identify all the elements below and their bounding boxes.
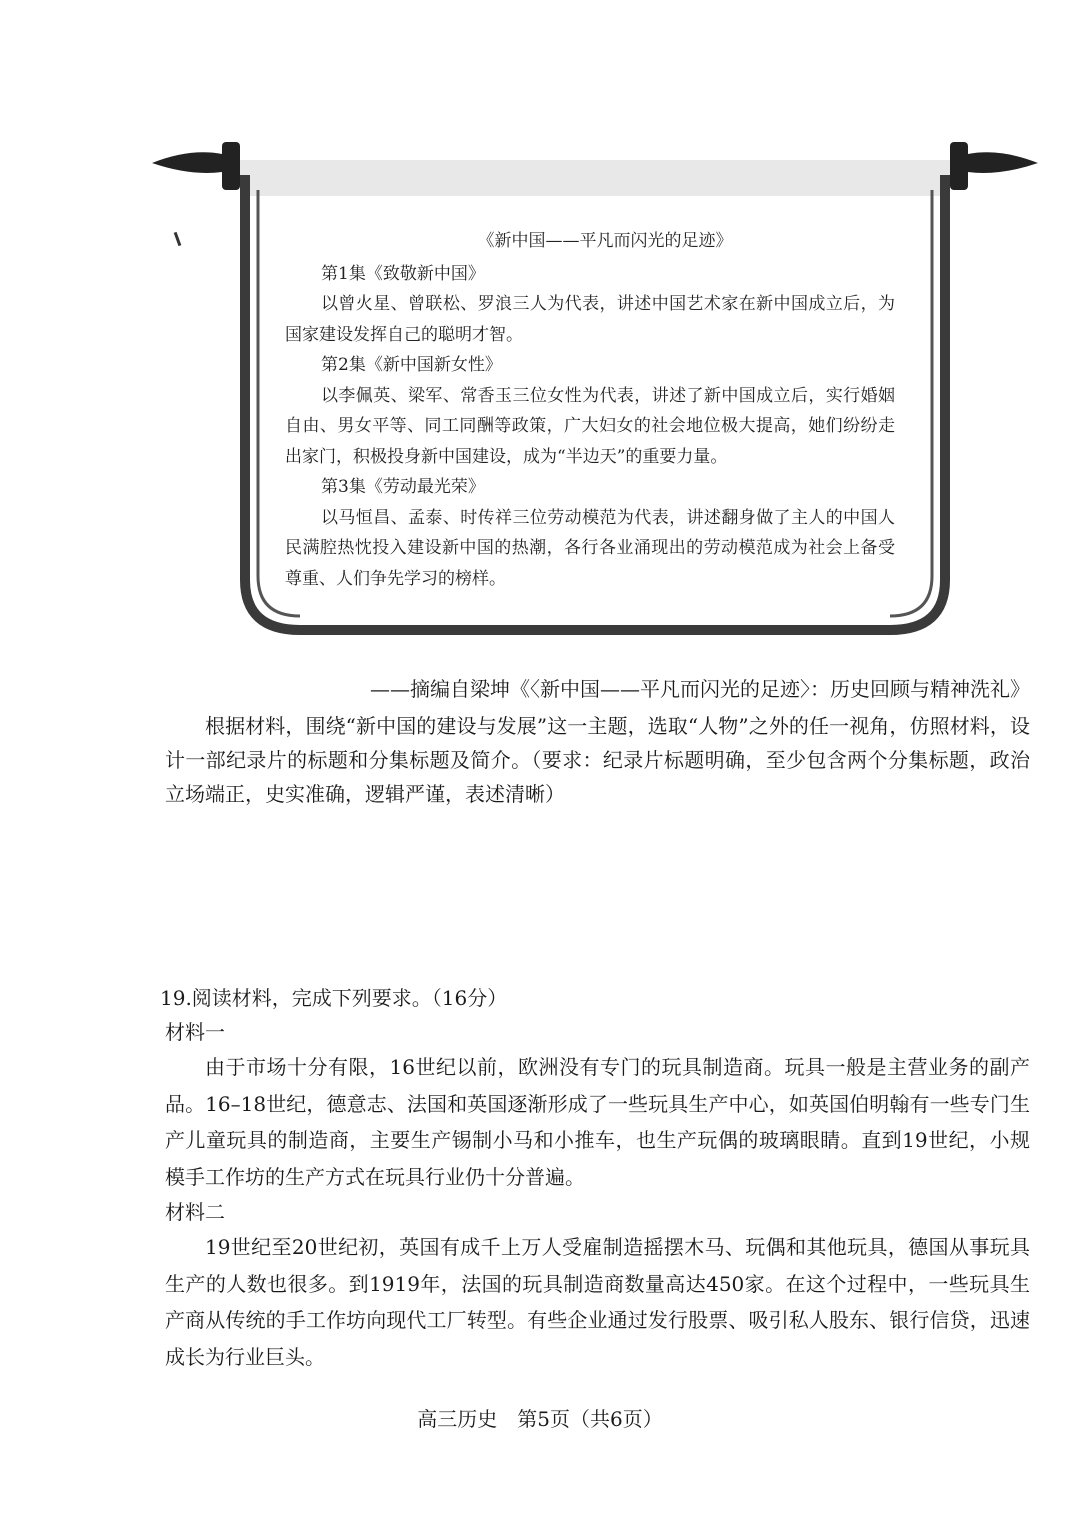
scroll-top-band (240, 160, 950, 196)
episode-2-title: 第2集《新中国新女性》 (321, 355, 502, 375)
left-rod-knob (222, 142, 240, 190)
question-19 (160, 981, 1030, 1375)
episode-3-title: 第3集《劳动最光荣》 (321, 477, 485, 497)
page-footer: 高三历史 第5页（共6页） (417, 1407, 663, 1431)
scroll-content (285, 226, 895, 594)
right-rod-knob (950, 142, 968, 190)
question-19-heading: 19.阅读材料，完成下列要求。（16分） (160, 986, 508, 1010)
source-citation: ——摘编自梁坤《〈新中国——平凡而闪光的足迹〉：历史回顾与精神洗礼》 (370, 677, 1030, 701)
episode-1-body: 以曾火星、曾联松、罗浪三人为代表，讲述中国艺术家在新中国成立后，为国家建设发挥自己的聪明才智。 (285, 294, 895, 345)
material-2-text: 19世纪至20世纪初，英国有成千上万人受雇制造摇摆木马、玩偶和其他玩具，德国从事玩具生产的人数也很多。到1919年，法国的玩具制造商数量高达450家。在这个过程中，一些玩具生产商从传统的手工作坊向现代工厂转型。有些企业通过发行股票、吸引私人股东、银行信贷，迅速成长为行业巨头。 (165, 1235, 1030, 1369)
episode-2-body: 以李佩英、梁军、常香玉三位女性为代表，讲述了新中国成立后，实行婚姻自由、男女平等、同工同酬等政策，广大妇女的社会地位极大提高，她们纷纷走出家门，积极投身新中国建设，成为“半边天”的重要力量。 (285, 385, 895, 467)
material-1-text: 由于市场十分有限，16世纪以前，欧洲没有专门的玩具制造商。玩具一般是主营业务的副产品。16–18世纪，德意志、法国和英国逐渐形成了一些玩具生产中心，如英国伯明翰有一些专门生产儿童玩具的制造商，主要生产锡制小马和小推车，也生产玩偶的玻璃眼睛。直到19世纪，小规模手工作坊的生产方式在玩具行业仍十分普遍。 (165, 1055, 1030, 1189)
left-rod-tip (152, 152, 222, 173)
episode-1-title: 第1集《致敬新中国》 (321, 263, 485, 284)
documentary-title: 《新中国——平凡而闪光的足迹》 (477, 231, 733, 251)
task-instructions: 根据材料，围绕“新中国的建设与发展”这一主题，选取“人物”之外的任一视角，仿照材料，设计一部纪录片的标题和分集标题及简介。（要求：纪录片标题明确，至少包含两个分集标题，政治立场端正，史实准确，逻辑严谨，表述清晰） (165, 714, 1030, 806)
material-1-label: 材料一 (165, 1020, 225, 1044)
material-2-label: 材料二 (165, 1200, 225, 1224)
right-rod-tip (968, 152, 1038, 173)
episode-3-body: 以马恒昌、孟泰、时传祥三位劳动模范为代表，讲述翻身做了主人的中国人民满腔热忱投入建设新中国的热潮，各行各业涌现出的劳动模范成为社会上备受尊重、人们争先学习的榜样。 (285, 507, 895, 589)
scroll-frame (150, 140, 1040, 640)
scroll-inner-curl-right (890, 190, 932, 616)
